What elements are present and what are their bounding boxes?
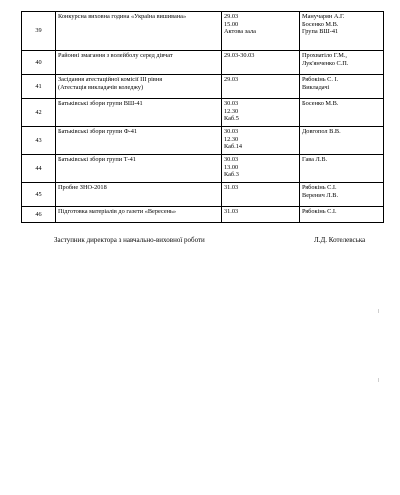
date-line: 29.03 — [224, 76, 239, 83]
event-cell — [56, 207, 222, 223]
event-line: (Атестація викладачів коледжу) — [58, 83, 144, 91]
responsible-line: Веренич Л.В. — [302, 191, 339, 199]
event-cell — [56, 155, 222, 183]
responsible-cell — [300, 75, 384, 99]
date-line: 30.03 — [224, 128, 239, 135]
row-number: 40 — [22, 51, 56, 75]
table-row — [22, 127, 384, 155]
date-line: 29.03 — [224, 13, 239, 20]
date-line: 13.00 — [224, 163, 239, 171]
responsible-cell — [300, 51, 384, 75]
responsible-cell — [300, 155, 384, 183]
event-line: Батьківські збори групи Т-41 — [58, 156, 136, 163]
responsible-cell — [300, 12, 384, 51]
date-cell — [222, 99, 300, 127]
date-line: 12.30 — [224, 107, 239, 115]
event-line: Підготовка матеріалів до газети «Вересень» — [58, 208, 177, 215]
table-row — [22, 183, 384, 207]
date-cell — [222, 155, 300, 183]
margin-mark — [378, 378, 379, 382]
event-cell — [56, 12, 222, 51]
table-row — [22, 155, 384, 183]
responsible-line: Рябокінь С.І. — [302, 208, 337, 215]
responsible-line: Рябокінь С.І. — [302, 184, 337, 191]
margin-mark — [378, 309, 379, 313]
date-line: 30.03 — [224, 156, 239, 163]
event-line: Пробне ЗНО-2018 — [58, 184, 107, 191]
event-line: Районні змагання з волейболу серед дівчат — [58, 52, 173, 59]
signatory-name: Л.Д. Котелевська — [314, 236, 366, 244]
responsible-cell — [300, 99, 384, 127]
responsible-line: Гава Л.В. — [302, 156, 328, 163]
event-line: Батьківські збори групи ВШ-41 — [58, 100, 143, 107]
event-cell — [56, 51, 222, 75]
plan-table — [21, 11, 384, 223]
table-row — [22, 75, 384, 99]
date-line: Актова зала — [224, 28, 256, 36]
date-line: 31.03 — [224, 208, 239, 215]
responsible-line: Босенко М.В. — [302, 100, 339, 107]
responsible-line: Група ВШ-41 — [302, 28, 339, 36]
event-line: Батьківські збори групи Ф-41 — [58, 128, 138, 135]
responsible-line: Лук'янченко С.П. — [302, 59, 349, 67]
date-cell — [222, 51, 300, 75]
date-cell — [222, 12, 300, 51]
table-row — [22, 51, 384, 75]
event-line: Засідання атестаційної комісії ІІІ рівня — [58, 76, 163, 83]
date-cell — [222, 75, 300, 99]
responsible-line: Босенко М.В. — [302, 20, 339, 28]
row-number: 46 — [22, 207, 56, 223]
date-line: 12.30 — [224, 135, 239, 143]
responsible-line: Рябокінь С. І. — [302, 76, 339, 83]
event-cell — [56, 183, 222, 207]
date-cell — [222, 127, 300, 155]
date-cell — [222, 183, 300, 207]
responsible-cell — [300, 127, 384, 155]
table-row — [22, 99, 384, 127]
row-number: 45 — [22, 183, 56, 207]
signatory-position: Заступник директора з навчально-виховної роботи — [54, 236, 205, 244]
date-line: Каб.5 — [224, 115, 239, 123]
date-line: 29.03-30.03 — [224, 52, 255, 59]
responsible-line: Манучарян А.Г. — [302, 13, 345, 20]
responsible-cell — [300, 183, 384, 207]
date-line: 15.00 — [224, 20, 239, 28]
row-number: 41 — [22, 75, 56, 99]
event-cell — [56, 75, 222, 99]
responsible-line: Викладачі — [302, 83, 330, 91]
date-line: 30.03 — [224, 100, 239, 107]
date-line: Каб.14 — [224, 143, 242, 151]
table-row — [22, 12, 384, 51]
event-cell — [56, 127, 222, 155]
event-line: Конкурсна виховна година «Україна вишивана» — [58, 13, 187, 20]
date-line: 31.03 — [224, 184, 239, 191]
responsible-cell — [300, 207, 384, 223]
row-number: 43 — [22, 127, 56, 155]
table-row — [22, 207, 384, 223]
responsible-line: Прохватіло Г.М., — [302, 52, 347, 59]
row-number: 42 — [22, 99, 56, 127]
responsible-line: Довгопол В.В. — [302, 128, 341, 135]
date-line: Каб.3 — [224, 171, 239, 179]
date-cell — [222, 207, 300, 223]
event-cell — [56, 99, 222, 127]
row-number: 39 — [22, 12, 56, 51]
row-number: 44 — [22, 155, 56, 183]
